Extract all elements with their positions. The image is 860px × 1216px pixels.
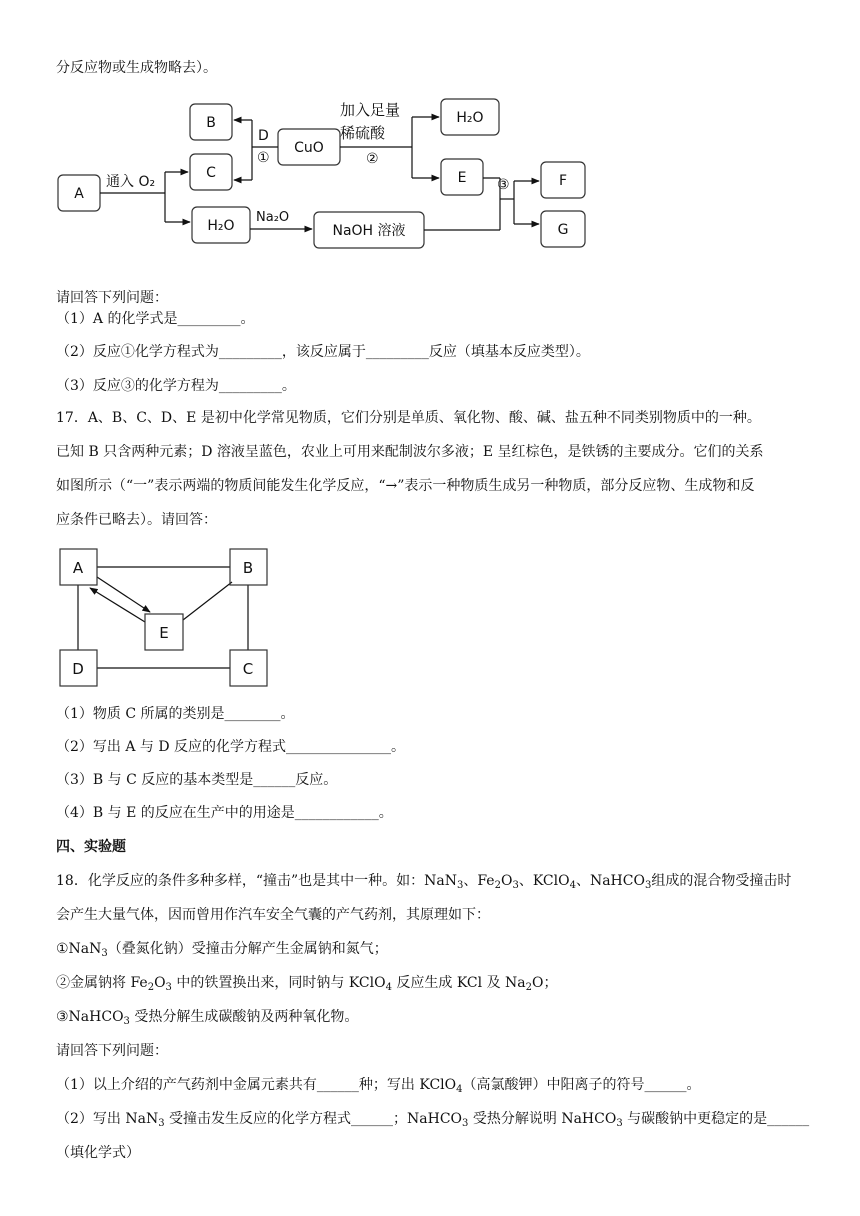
box2-b-label: B bbox=[242, 559, 254, 577]
q18-part2: （2）写出 NaN$_3$ 受撞击发生反应的化学方程式______；NaHCO$_3$ 受热分解说明 NaHCO$_3$ 与碳酸钠中更稳定的是______ bbox=[56, 1111, 810, 1129]
label-b: B bbox=[206, 115, 216, 131]
reaction-flow-diagram bbox=[0, 90, 860, 260]
q18-line1: 18．化学反应的条件多种多样，“撞击”也是其中一种。如：NaN$_3$、$Fe_2O_3$、KClO$_4$、NaHCO$_3$组成的混合物受撞击时 bbox=[56, 873, 792, 891]
q18-part2-tail: （填化学式） bbox=[56, 1145, 140, 1161]
q18-item1: ①NaN$_3$（叠氮化钠）受撞击分解产生金属钠和氮气； bbox=[56, 941, 388, 959]
box2-d-label: D bbox=[72, 660, 84, 678]
label-h2o-top: H₂O bbox=[456, 110, 484, 126]
q17-line2: 已知 B 只含两种元素；D 溶液呈蓝色，农业上可用来配制波尔多液；E 呈红棕色，是铁锈的主要成分。它们的关系 bbox=[56, 444, 764, 460]
q17-part2: （2）写出 A 与 D 反应的化学方程式_______________。 bbox=[56, 739, 406, 755]
label-f: F bbox=[558, 173, 568, 189]
label-add-acid-2: 稀硫酸 bbox=[340, 124, 386, 142]
label-c: C bbox=[206, 165, 216, 181]
q17-part3: （3）B 与 C 反应的基本类型是______反应。 bbox=[56, 772, 338, 788]
q17-line1: 17．A、B、C、D、E 是初中化学常见物质，它们分别是单质、氧化物、酸、碱、盐五种不同类别物质中的一种。 bbox=[56, 410, 761, 426]
label-h2o-mid: H₂O bbox=[207, 218, 235, 234]
label-a: A bbox=[74, 186, 84, 202]
label-step1: ① bbox=[257, 150, 270, 166]
section-heading: 四、实验题 bbox=[56, 839, 126, 855]
label-step3: ③ bbox=[497, 177, 510, 193]
q17-line3: 如图所示（“一”表示两端的物质间能发生化学反应，“→”表示一种物质生成另一种物质，部分反应物、生成物和反 bbox=[56, 478, 755, 494]
q18-prompt: 请回答下列问题： bbox=[56, 1043, 168, 1059]
label-add-acid-1: 加入足量 bbox=[340, 101, 401, 119]
q16-part3: （3）反应③的化学方程为_________。 bbox=[56, 378, 296, 394]
relation-diagram bbox=[0, 540, 300, 690]
q17-part4: （4）B 与 E 的反应在生产中的用途是____________。 bbox=[56, 805, 393, 821]
q16-prompt: 请回答下列问题： bbox=[56, 290, 168, 306]
label-cuo: CuO bbox=[294, 140, 324, 156]
q17-line4: 应条件已略去）。请回答： bbox=[56, 512, 217, 528]
label-e: E bbox=[457, 170, 467, 186]
box2-c-label: C bbox=[242, 660, 254, 678]
q16-part1: （1）A 的化学式是_________。 bbox=[56, 311, 255, 327]
q18-item3: ③NaHCO$_3$ 受热分解生成碳酸钠及两种氧化物。 bbox=[56, 1009, 359, 1027]
q17-part1: （1）物质 C 所属的类别是________。 bbox=[56, 706, 295, 722]
q16-part2: （2）反应①化学方程式为_________，该反应属于_________反应（填基本反应类型）。 bbox=[56, 344, 590, 360]
q18-line2: 会产生大量气体，因而曾用作汽车安全气囊的产气药剂，其原理如下： bbox=[56, 907, 490, 923]
label-step2: ② bbox=[366, 151, 379, 167]
label-naoh: NaOH 溶液 bbox=[332, 223, 406, 239]
label-pass-o2: 通入 O₂ bbox=[106, 174, 156, 190]
label-g: G bbox=[557, 222, 569, 238]
box2-a-label: A bbox=[72, 559, 84, 577]
label-na2o: Na₂O bbox=[256, 210, 290, 225]
q18-item2: ②金属钠将 $Fe_2O_3$ 中的铁置换出来，同时钠与 KClO$_4$ 反应生成 KCl 及 $Na_2O$； bbox=[56, 975, 558, 993]
box2-e-label: E bbox=[159, 624, 169, 642]
q18-part1: （1）以上介绍的产气药剂中金属元素共有______种；写出 KClO$_4$（高氯酸钾）中阳离子的符号______。 bbox=[56, 1077, 701, 1095]
intro-tail: 分反应物或生成物略去）。 bbox=[56, 60, 217, 76]
label-d: D bbox=[258, 128, 269, 144]
